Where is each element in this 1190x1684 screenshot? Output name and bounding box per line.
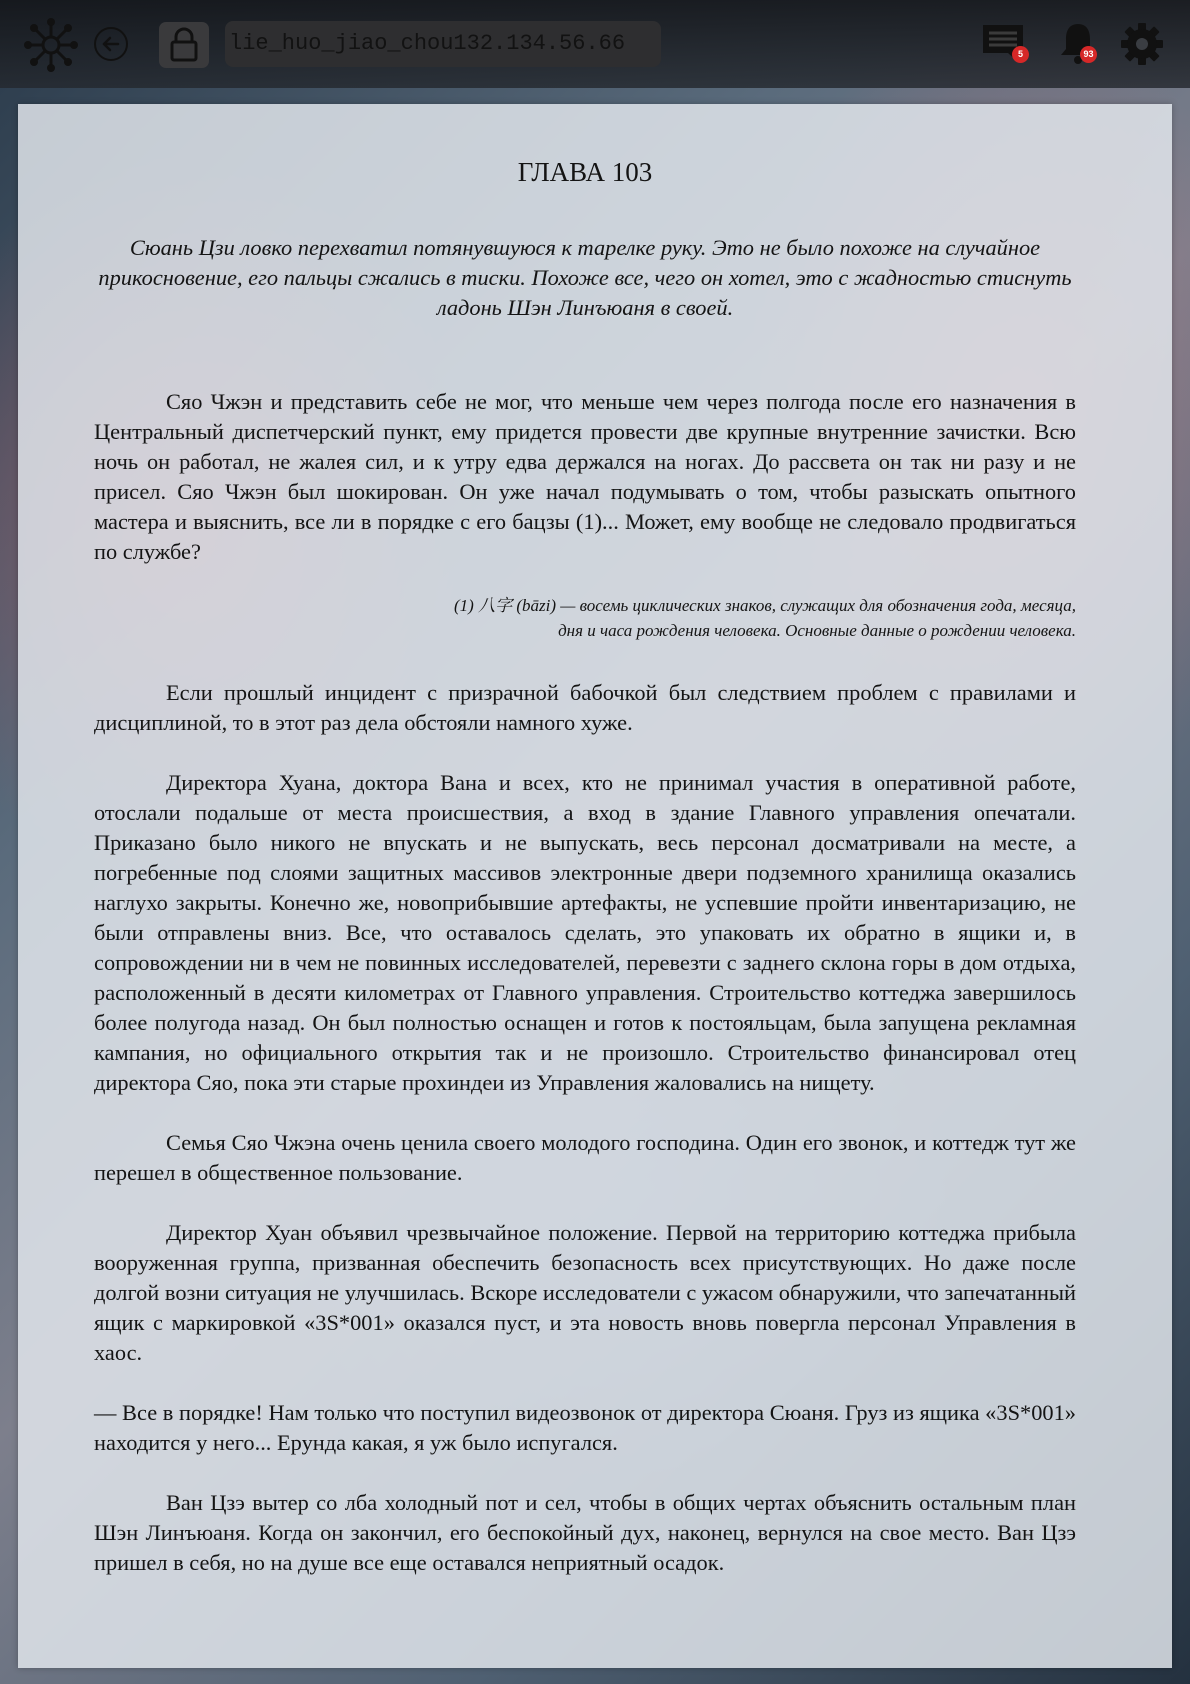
footnote-line: дня и часа рождения человека. Основные данные о рождении человека. xyxy=(558,621,1076,640)
lock-button[interactable] xyxy=(159,22,209,68)
paragraph: Если прошлый инцидент с призрачной бабочкой был следствием проблем с правилами и дисциплиной, то в этот раз дела обстояли намного хуже. xyxy=(94,680,1076,735)
dialogue-paragraph: — Все в порядке! Нам только что поступил видеозвонок от директора Сюаня. Груз из ящика «3S*001» находится у него... Ерунда какая, я уж было испугался. xyxy=(94,1400,1076,1455)
settings-button[interactable] xyxy=(1120,22,1164,66)
address-field[interactable]: lie_huo_jiao_chou132.134.56.66 xyxy=(225,21,661,67)
paragraph: Семья Сяо Чжэна очень ценила своего молодого господина. Один его звонок, и коттедж тут же перешел в общественное пользование. xyxy=(94,1130,1076,1185)
back-button[interactable] xyxy=(94,27,128,61)
messages-badge: 5 xyxy=(1012,46,1029,63)
paragraph: Сяо Чжэн и представить себе не мог, что меньше чем через полгода после его назначения в Центральный диспетчерский пункт, ему придется провести две крупные внутренние зачистки. Всю ночь он работал, не жалея сил, и к утру едва держался на ногах. До рассвета он так ни разу и не присел. Сяо Чжэн был шокирован. Он уже начал подумывать о том, чтобы разыскать опытного мастера и выяснить, все ли в порядке с его бацзы (1)... Может, ему вообще не следовало продвигаться по службе? xyxy=(94,389,1076,564)
paragraph: Директора Хуана, доктора Вана и всех, кто не принимал участия в оперативной работе, отослали подальше от места происшествия, а вход в здание Главного управления опечатали. Приказано было никого не впускать и не выпускать, весь персонал досматривали на месте, а погребенные под слоями защитных массивов электронные двери подземного хранилища оказались наглухо закрыты. Конечно же, новоприбывшие артефакты, не успевшие пройти инвентаризацию, не были отправлены вниз. Все, что оставалось сделать, это упаковать их обратно в ящики и, в сопровождении ни в чем не повинных исследователей, перевезти с заднего склона горы в дом отдыха, расположенный в десяти километрах от Главного управления. Строительство коттеджа завершилось более полугода назад. Он был полностью оснащен и готов к постояльцам, была запущена рекламная кампания, но официального открытия так и не произошло. Строительство финансировал отец директора Сяо, пока эти старые прохиндеи из Управления жаловались на нищету. xyxy=(94,770,1076,1095)
chapter-page xyxy=(18,104,1172,1668)
chapter-epigraph: Сюань Цзи ловко перехватил потянувшуюся к тарелке руку. Это не было похоже на случайное прикосновение, его пальцы сжались в тиски. Похоже все, чего он хотел, это с жадностью стиснуть ладонь Шэн Линъюаня в своей. xyxy=(98,235,1072,320)
network-hub-icon[interactable] xyxy=(24,18,78,72)
paragraph: Директор Хуан объявил чрезвычайное положение. Первой на территорию коттеджа прибыла вооруженная группа, призванная обеспечить безопасность всех присутствующих. Но даже после долгой возни ситуация не улучшилась. Вскоре исследователи с ужасом обнаружили, что запечатанный ящик с маркировкой «3S*001» оказался пуст, и эта новость вновь повергла персонал Управления в хаос. xyxy=(94,1220,1076,1365)
chapter-title: ГЛАВА 103 xyxy=(517,157,653,187)
notifications-badge: 93 xyxy=(1080,46,1097,63)
gear-icon xyxy=(1120,22,1164,66)
footnote-line: (1) 八字 (bāzi) — восемь циклических знаков, служащих для обозначения года, месяца, xyxy=(454,596,1076,615)
top-toolbar xyxy=(0,0,1190,88)
paragraph: Ван Цзэ вытер со лба холодный пот и сел, чтобы в общих чертах объяснить остальным план Шэн Линъюаня. Когда он закончил, его беспокойный дух, наконец, вернулся на свое место. Ван Цзэ пришел в себя, но на душе все еще оставался неприятный осадок. xyxy=(94,1490,1076,1575)
footnote xyxy=(94,593,1076,643)
back-arrow-icon xyxy=(96,29,126,59)
lock-icon xyxy=(159,22,209,68)
chapter-content xyxy=(94,144,1076,1608)
